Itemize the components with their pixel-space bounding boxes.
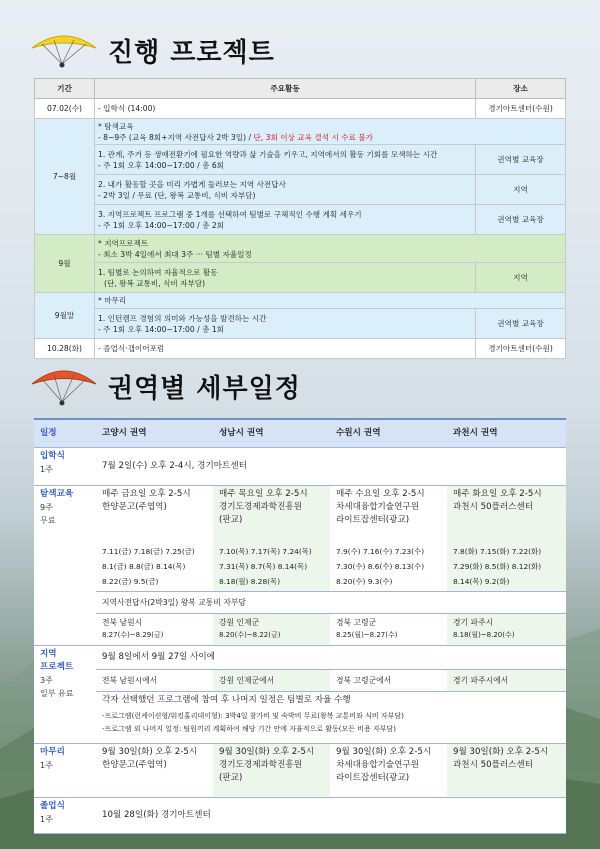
activity-schedule: - 주 1회 오후 14:00~17:00 / 총 6회	[98, 160, 225, 170]
visit-date: 8.18(월)~8.20(수)	[453, 630, 515, 639]
date-line: 8.1(금) 8.8(금) 8.14(목)	[102, 561, 186, 571]
table-header-row	[35, 79, 566, 99]
row-activity-head	[95, 235, 566, 263]
table-row	[35, 263, 566, 293]
admission-detail: 7월 2일(수) 오후 2-4시, 경기아트센터	[96, 447, 566, 485]
session-venue: 한양문고(주엽역)	[102, 759, 167, 770]
project-place: 전북 남원시에서	[96, 669, 213, 691]
session-time: 9월 30일(화) 오후 2-5시	[219, 746, 315, 757]
date-line: 7.29(화) 8.5(화) 8.12(화)	[453, 561, 542, 571]
paraglider-red-icon	[28, 364, 100, 408]
table-row	[35, 309, 566, 339]
project-note-item: -프로그램(런케이션형/워킹홀리데이형): 3박4일 참가비 및 숙박비 무료(왕복 교통비와 식비 자부담)	[102, 711, 404, 720]
row-label-text: 탐색교육	[40, 488, 74, 499]
table-row	[35, 339, 566, 359]
row-label-text: 마무리	[40, 746, 65, 757]
finish-seongnam	[213, 743, 330, 797]
project-note-main: 각자 선택했던 프로그램에 참여 후 나머지 일정은 팀별로 자율 수행	[102, 694, 351, 705]
session-venue: 차세대융합기술연구원	[336, 759, 420, 770]
visit-place: 경기 파주시	[453, 617, 494, 627]
session-dates	[219, 544, 324, 589]
visit-gwacheon	[447, 613, 566, 645]
activity-category: * 탐색교육	[98, 121, 134, 131]
date-line: 7.30(수) 8.6(수) 8.13(수)	[336, 561, 425, 571]
section-title: 권역별 세부일정	[108, 373, 301, 404]
session-venue-sub: (판교)	[219, 514, 243, 525]
row-label-sub: 1주	[40, 464, 53, 474]
activity-item: 2. 내가 활동할 곳을 미리 가볍게 둘러보는 지역 사전답사	[98, 179, 286, 189]
visit-place: 강원 인제군	[219, 617, 260, 627]
section-header-projects	[28, 30, 275, 70]
header-suwon: 수원시 권역	[330, 419, 447, 447]
activity-item: 1. 팀별로 논의하여 자율적으로 활동	[98, 267, 218, 277]
date-line: 7.9(수) 7.16(수) 7.23(수)	[336, 546, 425, 556]
table-row-project	[34, 645, 566, 669]
project-place: 강원 인제군에서	[213, 669, 330, 691]
explore-goyang	[96, 485, 213, 591]
graduation-detail: 10월 28일(화) 경기아트센터	[96, 797, 566, 833]
row-label	[34, 485, 96, 645]
explore-suwon	[330, 485, 447, 591]
row-label-sub: 1주	[40, 814, 53, 824]
header-place: 장소	[476, 79, 566, 99]
date-line: 7.31(목) 8.7(목) 8.14(목)	[219, 561, 308, 571]
header-period: 기간	[35, 79, 95, 99]
row-label-text: 지역	[40, 648, 57, 659]
header-seongnam: 성남시 권역	[213, 419, 330, 447]
activity-detail: - 8~9주 (교육 8회+지역 사전답사 2박 3일) /	[98, 132, 254, 142]
finish-suwon	[330, 743, 447, 797]
visit-date: 8.25(월)~8.27(수)	[336, 630, 398, 639]
session-dates	[336, 544, 441, 589]
row-label-sub: 9주	[40, 502, 53, 512]
project-place: 경기 파주시에서	[447, 669, 566, 691]
table-row	[35, 293, 566, 309]
visit-date: 8.20(수)~8.22(금)	[219, 630, 281, 639]
row-label	[34, 447, 96, 485]
header-gwacheon: 과천시 권역	[447, 419, 566, 447]
table-row	[35, 145, 566, 175]
row-activity	[95, 263, 476, 293]
table-row	[35, 205, 566, 235]
row-activity: - 입학식 (14:00)	[95, 99, 476, 119]
row-label-sub: 무료	[40, 515, 56, 525]
table-row	[35, 175, 566, 205]
activity-item: 3. 지역프로젝트 프로그램 중 1개를 선택하여 팀별로 구체적인 수행 계획 세우기	[98, 209, 362, 219]
session-venue: 한양문고(주엽역)	[102, 501, 167, 512]
row-label	[34, 743, 96, 797]
table-row	[35, 235, 566, 263]
row-place: 경기아트센터(수원)	[476, 339, 566, 359]
header-activity: 주요활동	[95, 79, 476, 99]
activity-category: * 지역프로젝트	[98, 238, 149, 248]
row-activity	[95, 175, 476, 205]
table-row-graduation	[34, 797, 566, 833]
activity-item: 1. 관계, 주거 등 생애전환기에 필요한 역량과 삶 기술을 키우고, 지역에서의 활동 기회를 모색하는 시간	[98, 149, 438, 159]
row-label-text: 프로젝트	[40, 661, 74, 672]
date-line: 8.20(수) 9.3(수)	[336, 576, 393, 586]
finish-gwacheon	[447, 743, 566, 797]
session-time: 9월 30일(화) 오후 2-5시	[102, 746, 198, 757]
date-line: 8.18(월) 8.28(목)	[219, 576, 281, 586]
regional-schedule-table	[34, 418, 566, 834]
table-row-project-note	[34, 691, 566, 743]
row-label-sub: 3주	[40, 675, 53, 685]
session-venue-sub: 라이트잡센터(광교)	[336, 514, 410, 525]
session-time: 9월 30일(화) 오후 2-5시	[336, 746, 432, 757]
table-row-admission	[34, 447, 566, 485]
project-schedule-table	[34, 78, 566, 359]
row-place: 권역별 교육장	[476, 205, 566, 235]
visit-suwon	[330, 613, 447, 645]
row-activity	[95, 205, 476, 235]
paraglider-yellow-icon	[28, 30, 100, 70]
row-activity	[95, 145, 476, 175]
row-activity	[95, 309, 476, 339]
row-activity-head	[95, 119, 566, 145]
row-place: 권역별 교육장	[476, 309, 566, 339]
session-venue: 과천시 50플러스센터	[453, 501, 534, 512]
row-period: 10.28(화)	[35, 339, 95, 359]
visit-date: 8.27(수)~8.29(금)	[102, 630, 164, 639]
date-line: 8.22(금) 9.5(금)	[102, 576, 159, 586]
session-venue: 차세대융합기술연구원	[336, 501, 420, 512]
activity-schedule: - 2박 3일 / 무료 (단, 왕복 교통비, 식비 자부담)	[98, 190, 256, 200]
activity-schedule: - 주 1회 오후 14:00~17:00 / 총 1회	[98, 324, 225, 334]
activity-detail: - 최소 3박 4일에서 최대 3주 ··· 팀별 자율일정	[98, 249, 252, 259]
activity-item: 1. 인턴캠프 경험의 의미와 가능성을 발견하는 시간	[98, 313, 267, 323]
attendance-warning: 단, 3회 이상 교육 결석 시 수료 불가	[253, 132, 373, 142]
project-place: 경북 고령군에서	[330, 669, 447, 691]
row-label-text: 졸업식	[40, 800, 65, 811]
explore-seongnam	[213, 485, 330, 591]
date-line: 8.14(목) 9.2(화)	[453, 576, 510, 586]
section-header-regional	[28, 364, 301, 408]
session-dates	[453, 544, 560, 589]
row-place: 경기아트센터(수원)	[476, 99, 566, 119]
row-label-sub: 일부 유료	[40, 688, 74, 698]
project-note-item: -프로그램 외 나머지 일정: 팀원끼리 계획하여 해당 기간 안에 자율적으로 활동(모든 비용 자부담)	[102, 724, 397, 733]
visit-note: 지역사전답사(2박3일) 왕복 교통비 자부담	[96, 591, 566, 613]
header-goyang: 고양시 권역	[96, 419, 213, 447]
date-line: 7.10(목) 7.17(목) 7.24(목)	[219, 546, 312, 556]
table-row	[35, 99, 566, 119]
explore-gwacheon	[447, 485, 566, 591]
row-label-text: 입학식	[40, 450, 65, 461]
visit-place: 경북 고령군	[336, 617, 377, 627]
session-venue: 과천시 50플러스센터	[453, 759, 534, 770]
row-activity: - 졸업식·갭이어포럼	[95, 339, 476, 359]
finish-goyang	[96, 743, 213, 797]
session-time: 매주 금요일 오후 2-5시	[102, 488, 191, 499]
section-title: 진행 프로젝트	[108, 37, 275, 68]
activity-category: * 마무리	[98, 296, 127, 305]
table-row-visit-note	[34, 591, 566, 613]
date-line: 7.8(화) 7.15(화) 7.22(화)	[453, 546, 542, 556]
table-row-visits	[34, 613, 566, 645]
table-header-row	[34, 419, 566, 447]
row-activity-head	[95, 293, 566, 309]
project-note	[96, 691, 566, 743]
row-label	[34, 645, 96, 743]
visit-seongnam	[213, 613, 330, 645]
session-venue: 경기도경제과학진흥원	[219, 759, 303, 770]
session-venue: 경기도경제과학진흥원	[219, 501, 303, 512]
row-label-sub: 1주	[40, 760, 53, 770]
activity-schedule: - 주 1회 오후 14:00~17:00 / 총 2회	[98, 220, 225, 230]
table-row-explore	[34, 485, 566, 591]
project-period: 9월 8일에서 9월 27일 사이에	[96, 645, 566, 669]
row-period: 9월말	[35, 293, 95, 339]
session-venue-sub: (판교)	[219, 772, 243, 783]
row-period: 9월	[35, 235, 95, 293]
row-period: 7~8월	[35, 119, 95, 235]
session-time: 매주 목요일 오후 2-5시	[219, 488, 308, 499]
visit-place: 전북 남원시	[102, 617, 143, 627]
row-place: 지역	[476, 263, 566, 293]
session-venue-sub: 라이트잡센터(광교)	[336, 772, 410, 783]
row-label	[34, 797, 96, 833]
visit-goyang	[96, 613, 213, 645]
header-schedule: 일정	[34, 419, 96, 447]
session-time: 9월 30일(화) 오후 2-5시	[453, 746, 549, 757]
table-row-finish	[34, 743, 566, 797]
session-dates	[102, 544, 207, 589]
row-place: 권역별 교육장	[476, 145, 566, 175]
table-row	[35, 119, 566, 145]
row-period: 07.02(수)	[35, 99, 95, 119]
table-row-project-places	[34, 669, 566, 691]
row-place: 지역	[476, 175, 566, 205]
date-line: 7.11(금) 7.18(금) 7.25(금)	[102, 546, 195, 556]
session-time: 매주 화요일 오후 2-5시	[453, 488, 542, 499]
activity-schedule: (단, 왕복 교통비, 식비 자부담)	[104, 278, 206, 288]
session-time: 매주 수요일 오후 2-5시	[336, 488, 425, 499]
